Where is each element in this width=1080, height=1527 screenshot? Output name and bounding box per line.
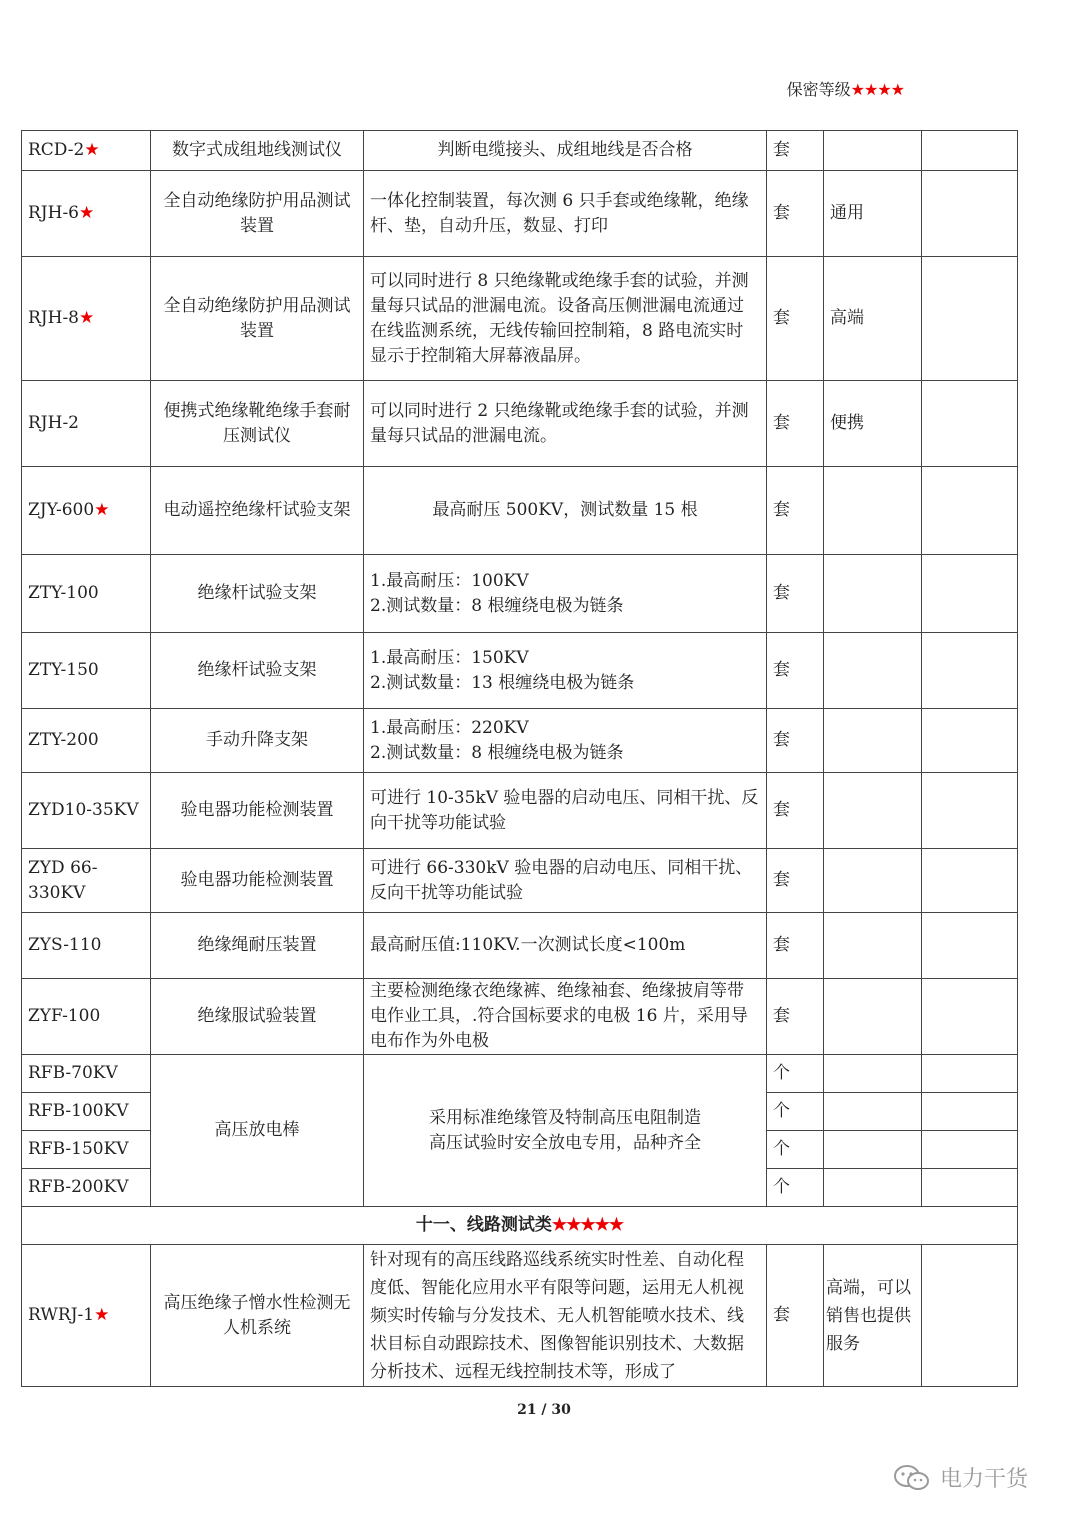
section-stars: ★★★★★ <box>551 1215 624 1235</box>
watermark <box>892 1462 1028 1493</box>
description-line: 2.测试数量：8 根缠绕电极为链条 <box>370 595 624 616</box>
unit-cell: 个 <box>767 1093 824 1131</box>
model-code: RJH-2 <box>28 413 79 433</box>
product-name: 验电器功能检测装置 <box>151 849 364 913</box>
star-icon: ★ <box>94 1305 110 1325</box>
model-cell <box>22 709 151 773</box>
extra-cell <box>922 709 1018 773</box>
extra-cell <box>922 633 1018 709</box>
product-description <box>364 709 767 773</box>
model-code: ZYD 66-330KV <box>28 857 98 903</box>
note-cell: 高端，可以销售也提供服务 <box>824 1245 922 1387</box>
product-name: 绝缘杆试验支架 <box>151 555 364 633</box>
product-name: 绝缘杆试验支架 <box>151 633 364 709</box>
product-name: 手动升降支架 <box>151 709 364 773</box>
extra-cell <box>922 131 1018 171</box>
product-description: 最高耐压值:110KV.一次测试长度<100m <box>364 913 767 979</box>
model-cell <box>22 467 151 555</box>
confidentiality-label: 保密等级 <box>786 80 851 99</box>
model-cell: RFB-150KV <box>22 1131 151 1169</box>
extra-cell <box>922 381 1018 467</box>
product-description: 一体化控制装置，每次测 6 只手套或绝缘靴，绝缘杆、垫，自动升压，数显、打印 <box>364 171 767 257</box>
unit-cell: 套 <box>767 1245 824 1387</box>
table-row <box>22 913 1018 979</box>
extra-cell <box>922 257 1018 381</box>
product-table <box>21 130 1018 1387</box>
model-code: ZTY-150 <box>28 660 99 680</box>
product-name: 绝缘绳耐压装置 <box>151 913 364 979</box>
note-cell <box>824 913 922 979</box>
model-code: ZYD10-35KV <box>28 800 139 820</box>
description-line: 2.测试数量：13 根缠绕电极为链条 <box>370 672 635 693</box>
product-name: 高压放电棒 <box>151 1055 364 1207</box>
model-cell <box>22 171 151 257</box>
extra-cell <box>922 1245 1018 1387</box>
model-cell: RFB-70KV <box>22 1055 151 1093</box>
model-code: ZTY-200 <box>28 730 99 750</box>
note-cell <box>824 979 922 1055</box>
unit-cell: 套 <box>767 171 824 257</box>
model-cell <box>22 913 151 979</box>
table-row <box>22 849 1018 913</box>
product-description <box>364 1055 767 1207</box>
extra-cell <box>922 1093 1018 1131</box>
model-code: ZTY-100 <box>28 583 99 603</box>
page-number: 21 / 30 <box>517 1402 571 1418</box>
product-description: 可以同时进行 8 只绝缘靴或绝缘手套的试验，并测量每只试品的泄漏电流。设备高压侧泄漏电流通过在线监测系统，无线传输回控制箱，8 路电流实时显示于控制箱大屏幕液晶屏。 <box>364 257 767 381</box>
note-cell <box>824 131 922 171</box>
model-cell <box>22 381 151 467</box>
product-name: 数字式成组地线测试仪 <box>151 131 364 171</box>
note-cell <box>824 633 922 709</box>
model-cell: RFB-100KV <box>22 1093 151 1131</box>
product-description: 可进行 10-35kV 验电器的启动电压、同相干扰、反向干扰等功能试验 <box>364 773 767 849</box>
product-name: 全自动绝缘防护用品测试装置 <box>151 257 364 381</box>
table-row <box>22 555 1018 633</box>
note-cell <box>824 1131 922 1169</box>
model-cell <box>22 131 151 171</box>
confidentiality-level <box>787 77 904 100</box>
section-header-row <box>22 1207 1018 1245</box>
table-row <box>22 381 1018 467</box>
extra-cell <box>922 1131 1018 1169</box>
note-cell <box>824 555 922 633</box>
product-name: 便携式绝缘靴绝缘手套耐压测试仪 <box>151 381 364 467</box>
star-icon: ★ <box>94 500 110 520</box>
product-description: 可进行 66-330kV 验电器的启动电压、同相干扰、反向干扰等功能试验 <box>364 849 767 913</box>
unit-cell: 套 <box>767 849 824 913</box>
table-row <box>22 1245 1018 1387</box>
product-name: 高压绝缘子憎水性检测无人机系统 <box>151 1245 364 1387</box>
note-cell <box>824 849 922 913</box>
unit-cell: 套 <box>767 467 824 555</box>
model-code: RJH-6 <box>28 203 79 223</box>
table-row <box>22 1055 1018 1093</box>
unit-cell: 个 <box>767 1169 824 1207</box>
note-cell <box>824 1093 922 1131</box>
description-line: 2.测试数量：8 根缠绕电极为链条 <box>370 742 624 763</box>
unit-cell: 套 <box>767 131 824 171</box>
model-cell <box>22 849 151 913</box>
table-row <box>22 257 1018 381</box>
product-description <box>364 633 767 709</box>
star-icon: ★ <box>79 203 95 223</box>
note-cell <box>824 773 922 849</box>
model-code: ZYF-100 <box>28 1006 101 1026</box>
unit-cell: 套 <box>767 257 824 381</box>
model-cell <box>22 555 151 633</box>
unit-cell: 套 <box>767 381 824 467</box>
table-row <box>22 467 1018 555</box>
table-row <box>22 171 1018 257</box>
unit-cell: 套 <box>767 555 824 633</box>
product-description: 可以同时进行 2 只绝缘靴或绝缘手套的试验，并测量每只试品的泄漏电流。 <box>364 381 767 467</box>
watermark-text: 电力干货 <box>940 1467 1029 1492</box>
model-code: RJH-8 <box>28 308 79 328</box>
note-cell: 便携 <box>824 381 922 467</box>
description-line: 1.最高耐压：150KV <box>370 647 529 668</box>
section-header <box>22 1207 1018 1245</box>
product-name: 验电器功能检测装置 <box>151 773 364 849</box>
product-description: 最高耐压 500KV，测试数量 15 根 <box>364 467 767 555</box>
model-code: RCD-2 <box>28 140 85 160</box>
model-code: ZYS-110 <box>28 935 102 955</box>
extra-cell <box>922 913 1018 979</box>
extra-cell <box>922 555 1018 633</box>
product-name: 绝缘服试验装置 <box>151 979 364 1055</box>
table-row <box>22 773 1018 849</box>
model-cell <box>22 979 151 1055</box>
unit-cell: 套 <box>767 633 824 709</box>
note-cell <box>824 709 922 773</box>
table-row <box>22 979 1018 1055</box>
unit-cell: 个 <box>767 1055 824 1093</box>
note-cell <box>824 467 922 555</box>
table-row <box>22 709 1018 773</box>
extra-cell <box>922 1055 1018 1093</box>
extra-cell <box>922 773 1018 849</box>
unit-cell: 套 <box>767 913 824 979</box>
description-line: 1.最高耐压：100KV <box>370 570 529 591</box>
model-code: RWRJ-1 <box>28 1305 95 1325</box>
model-cell <box>22 1245 151 1387</box>
description-line: 1.最高耐压：220KV <box>370 717 529 738</box>
product-description <box>364 555 767 633</box>
extra-cell <box>922 467 1018 555</box>
extra-cell <box>922 1169 1018 1207</box>
note-cell <box>824 1055 922 1093</box>
note-cell <box>824 1169 922 1207</box>
unit-cell: 套 <box>767 773 824 849</box>
confidentiality-stars: ★★★★ <box>850 80 904 99</box>
table-row <box>22 633 1018 709</box>
unit-cell: 个 <box>767 1131 824 1169</box>
product-name: 全自动绝缘防护用品测试装置 <box>151 171 364 257</box>
note-cell: 通用 <box>824 171 922 257</box>
product-description: 针对现有的高压线路巡线系统实时性差、自动化程度低、智能化应用水平有限等问题，运用无人机视频实时传输与分发技术、无人机智能喷水技术、线状目标自动跟踪技术、图像智能识别技术、大数据分析技术、远程无线控制技术等，形成了 <box>364 1245 767 1387</box>
extra-cell <box>922 171 1018 257</box>
extra-cell <box>922 849 1018 913</box>
extra-cell <box>922 979 1018 1055</box>
model-cell <box>22 633 151 709</box>
star-icon: ★ <box>79 308 95 328</box>
wechat-icon <box>892 1463 932 1493</box>
model-cell <box>22 773 151 849</box>
model-cell <box>22 257 151 381</box>
star-icon: ★ <box>84 140 100 160</box>
description-line: 采用标准绝缘管及特制高压电阻制造 <box>429 1107 701 1128</box>
table-row <box>22 131 1018 171</box>
unit-cell: 套 <box>767 709 824 773</box>
model-cell: RFB-200KV <box>22 1169 151 1207</box>
unit-cell: 套 <box>767 979 824 1055</box>
model-code: ZJY-600 <box>28 500 95 520</box>
description-line: 高压试验时安全放电专用，品种齐全 <box>429 1132 701 1153</box>
product-description: 判断电缆接头、成组地线是否合格 <box>364 131 767 171</box>
section-title: 十一、线路测试类 <box>415 1215 552 1235</box>
product-name: 电动遥控绝缘杆试验支架 <box>151 467 364 555</box>
note-cell: 高端 <box>824 257 922 381</box>
product-description: 主要检测绝缘衣绝缘裤、绝缘袖套、绝缘披肩等带电作业工具，.符合国标要求的电极 16 片，采用导电布作为外电极 <box>364 979 767 1055</box>
